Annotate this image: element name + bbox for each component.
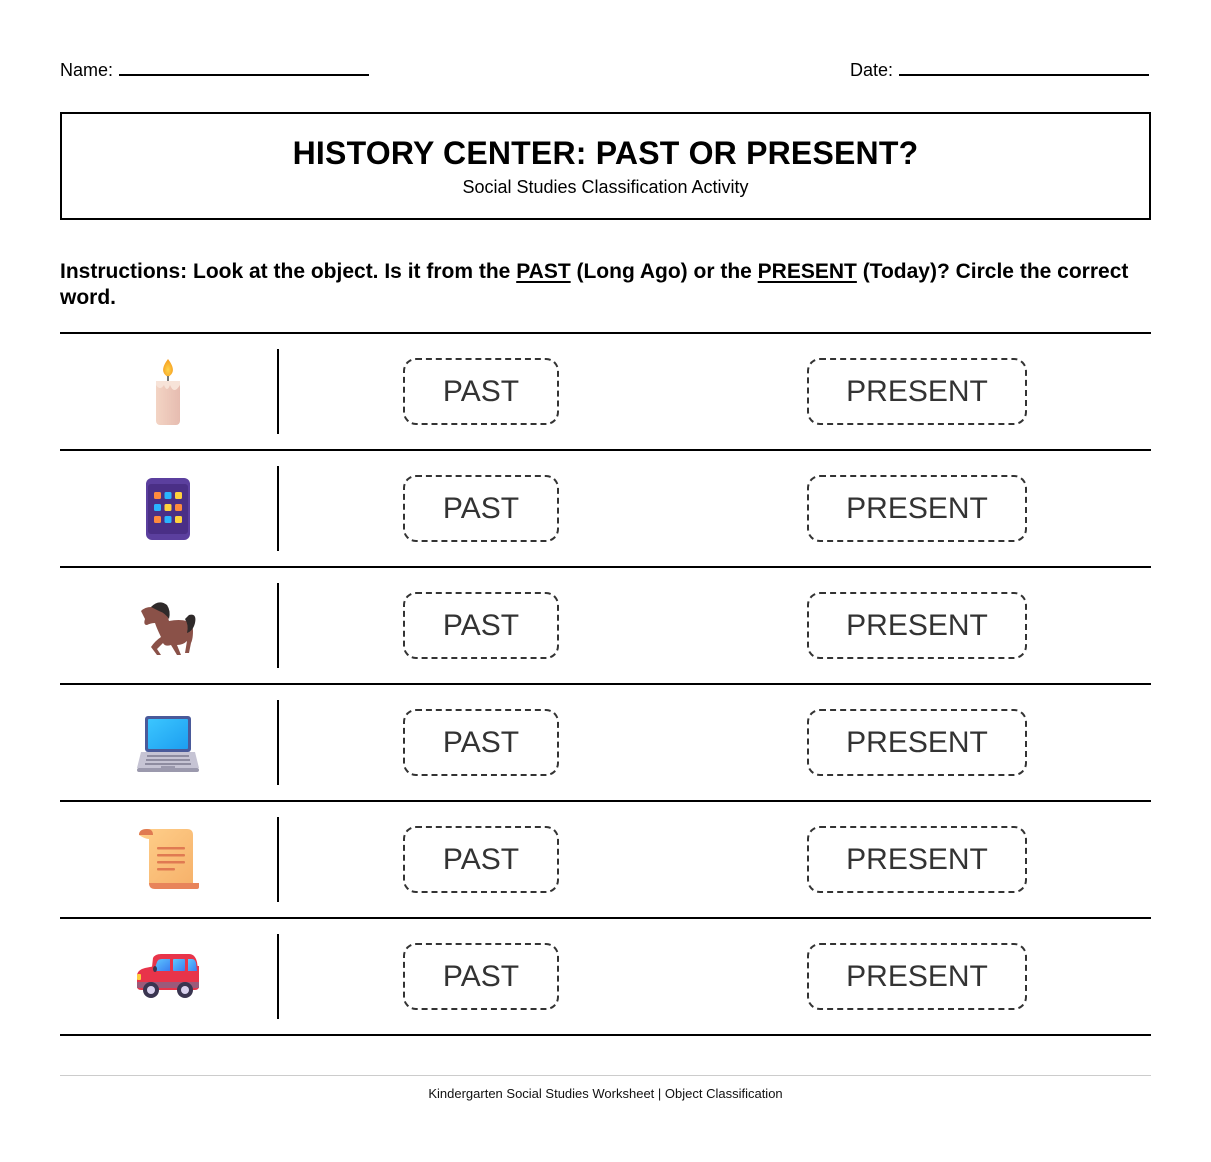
horse-icon bbox=[128, 586, 208, 666]
column-divider bbox=[277, 817, 279, 902]
table-row bbox=[60, 685, 1151, 802]
present-choice[interactable] bbox=[807, 826, 1027, 893]
instructions-text-3: (Today)? Circle the correct word. bbox=[60, 260, 1129, 309]
column-divider bbox=[277, 700, 279, 785]
instructions-text-2: (Long Ago) or the bbox=[570, 260, 758, 283]
present-choice[interactable] bbox=[807, 943, 1027, 1010]
date-label: Date: bbox=[850, 60, 894, 80]
present-label: PRESENT bbox=[846, 725, 988, 759]
present-choice[interactable] bbox=[807, 475, 1027, 542]
name-label: Name: bbox=[60, 60, 114, 80]
table-row bbox=[60, 334, 1151, 451]
past-label: PAST bbox=[442, 842, 520, 876]
table-row bbox=[60, 451, 1151, 568]
instructions-past-word: PAST bbox=[516, 260, 571, 283]
present-label: PRESENT bbox=[846, 608, 988, 642]
present-label: PRESENT bbox=[846, 842, 988, 876]
page-subtitle: Social Studies Classification Activity bbox=[462, 177, 749, 197]
past-choice[interactable] bbox=[403, 592, 559, 659]
footer-divider bbox=[60, 1075, 1151, 1076]
column-divider bbox=[277, 934, 279, 1019]
table-row bbox=[60, 919, 1151, 1036]
candle-icon bbox=[128, 352, 208, 432]
date-field[interactable] bbox=[850, 59, 1149, 81]
past-label: PAST bbox=[442, 725, 520, 759]
present-choice[interactable] bbox=[807, 592, 1027, 659]
present-label: PRESENT bbox=[846, 491, 988, 525]
present-label: PRESENT bbox=[846, 374, 988, 408]
column-divider bbox=[277, 349, 279, 434]
footer-text: Kindergarten Social Studies Worksheet | Object Classification bbox=[428, 1086, 783, 1101]
past-label: PAST bbox=[442, 374, 520, 408]
title-box bbox=[60, 112, 1151, 220]
present-label: PRESENT bbox=[846, 959, 988, 993]
past-choice[interactable] bbox=[403, 709, 559, 776]
column-divider bbox=[277, 583, 279, 668]
past-choice[interactable] bbox=[403, 358, 559, 425]
page-title: HISTORY CENTER: PAST OR PRESENT? bbox=[292, 135, 919, 171]
instructions-text-1: Instructions: Look at the object. Is it from the bbox=[60, 260, 517, 283]
instructions bbox=[60, 259, 1151, 311]
tablet-icon bbox=[128, 469, 208, 549]
name-date-row bbox=[60, 59, 1151, 83]
laptop-icon bbox=[128, 703, 208, 783]
past-choice[interactable] bbox=[403, 943, 559, 1010]
past-choice[interactable] bbox=[403, 475, 559, 542]
scroll-icon bbox=[128, 820, 208, 900]
past-label: PAST bbox=[442, 959, 520, 993]
present-choice[interactable] bbox=[807, 709, 1027, 776]
present-choice[interactable] bbox=[807, 358, 1027, 425]
table-row bbox=[60, 802, 1151, 919]
instructions-present-word: PRESENT bbox=[757, 260, 857, 283]
table-row bbox=[60, 568, 1151, 685]
name-blank-line[interactable] bbox=[119, 74, 369, 76]
past-label: PAST bbox=[442, 491, 520, 525]
name-field[interactable] bbox=[60, 59, 369, 81]
date-blank-line[interactable] bbox=[899, 74, 1149, 76]
past-choice[interactable] bbox=[403, 826, 559, 893]
classification-table bbox=[60, 332, 1151, 1036]
car-icon bbox=[128, 937, 208, 1017]
past-label: PAST bbox=[442, 608, 520, 642]
column-divider bbox=[277, 466, 279, 551]
